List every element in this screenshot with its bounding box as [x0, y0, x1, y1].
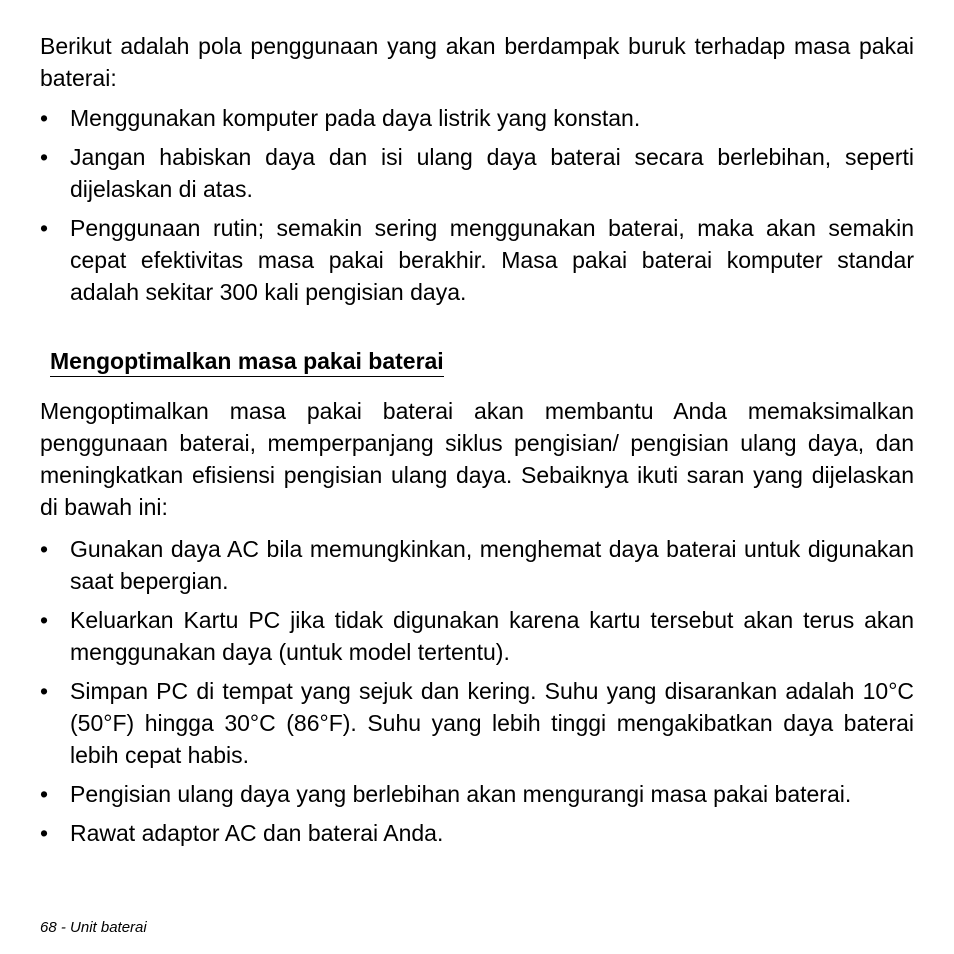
list-item — [40, 533, 914, 597]
list-item-text: Keluarkan Kartu PC jika tidak digunakan karena kartu tersebut akan terus akan menggunakan daya (untuk model tertentu). — [70, 607, 914, 665]
section-heading: Mengoptimalkan masa pakai baterai — [50, 346, 444, 377]
optimize-paragraph: Mengoptimalkan masa pakai baterai akan membantu Anda memaksimalkan penggunaan baterai, memperpanjang siklus pengisian/ pengisian ulang daya, dan meningkatkan efisiensi pengisian ulang daya. Sebaiknya ikuti saran yang dijelaskan di bawah ini: — [40, 398, 914, 520]
list-item — [40, 102, 914, 134]
usage-patterns-list — [40, 102, 914, 308]
list-item-text: Jangan habiskan daya dan isi ulang daya baterai secara berlebihan, seperti dijelaskan di atas. — [70, 144, 914, 202]
bullet-marker: • — [40, 781, 49, 807]
optimization-tips-list — [40, 533, 914, 849]
bullet-marker: • — [40, 105, 49, 131]
list-item — [40, 212, 914, 308]
bullet-marker: • — [40, 536, 49, 562]
list-item-text: Penggunaan rutin; semakin sering menggunakan baterai, maka akan semakin cepat efektivitas masa pakai berakhir. Masa pakai baterai komputer standar adalah sekitar 300 kali pengisian daya. — [70, 215, 914, 305]
list-item-text: Menggunakan komputer pada daya listrik yang konstan. — [70, 105, 641, 131]
list-item-text: Gunakan daya AC bila memungkinkan, menghemat daya baterai untuk digunakan saat bepergian. — [70, 536, 914, 594]
list-item — [40, 778, 914, 810]
bullet-marker: • — [40, 144, 49, 170]
list-item — [40, 141, 914, 205]
intro-paragraph: Berikut adalah pola penggunaan yang akan berdampak buruk terhadap masa pakai baterai: — [40, 33, 914, 91]
list-item-text: Simpan PC di tempat yang sejuk dan kering. Suhu yang disarankan adalah 10°C (50°F) hingga 30°C (86°F). Suhu yang lebih tinggi mengakibatkan daya baterai lebih cepat habis. — [70, 678, 914, 768]
list-item — [40, 604, 914, 668]
list-item-text: Pengisian ulang daya yang berlebihan akan mengurangi masa pakai baterai. — [70, 781, 852, 807]
page-footer: 68 - Unit baterai — [40, 919, 147, 936]
document-page — [40, 30, 914, 849]
bullet-marker: • — [40, 678, 49, 704]
list-item — [40, 817, 914, 849]
list-item — [40, 675, 914, 771]
bullet-marker: • — [40, 607, 49, 633]
list-item-text: Rawat adaptor AC dan baterai Anda. — [70, 820, 444, 846]
bullet-marker: • — [40, 215, 49, 241]
bullet-marker: • — [40, 820, 49, 846]
